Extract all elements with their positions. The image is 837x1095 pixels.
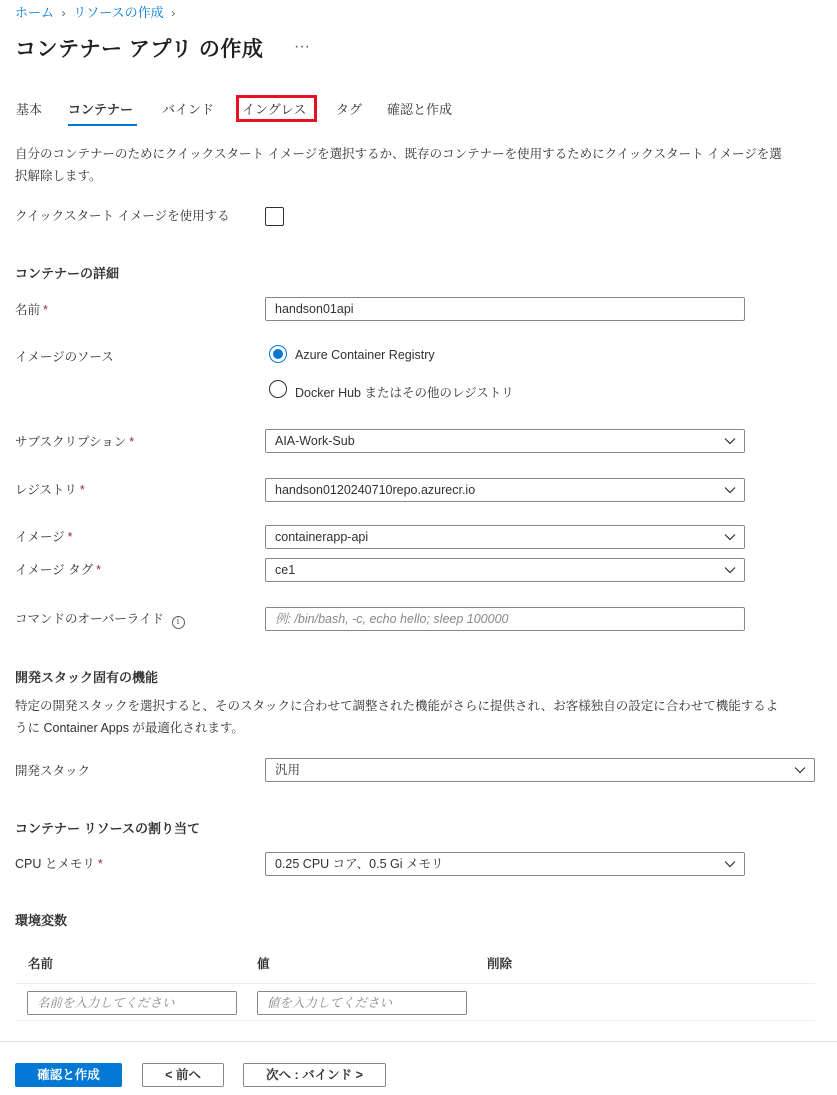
previous-button[interactable]: < 前へ <box>142 1063 224 1087</box>
image-label-text: イメージ <box>15 530 65 544</box>
env-row-divider <box>15 1020 815 1021</box>
required-marker: * <box>67 530 73 544</box>
resource-allocation-heading: コンテナー リソースの割り当て <box>15 821 200 836</box>
cpu-memory-label-text: CPU とメモリ <box>15 857 95 871</box>
review-create-button[interactable]: 確認と作成 <box>15 1063 122 1087</box>
tab-tags[interactable]: タグ <box>336 102 363 117</box>
cpu-memory-value: 0.25 CPU コア、0.5 Gi メモリ <box>275 857 444 871</box>
dev-stack-select[interactable] <box>265 758 815 782</box>
env-name-input[interactable]: 名前を入力してください <box>27 991 237 1015</box>
env-col-name: 名前 <box>28 957 54 971</box>
breadcrumb-separator: › <box>171 6 176 20</box>
intro-line-1: 自分のコンテナーのためにクイックスタート イメージを選択するか、既存のコンテナーを使用するためにクイックスタート イメージを選 <box>15 147 782 161</box>
breadcrumb-home-link[interactable]: ホーム <box>15 5 55 20</box>
subscription-value: AIA-Work-Sub <box>275 434 355 448</box>
radio-azure-container-registry-label[interactable]: Azure Container Registry <box>295 348 435 362</box>
intro-line-2: 択解除します。 <box>15 169 102 183</box>
breadcrumb-create-link[interactable]: リソースの作成 <box>73 5 164 20</box>
radio-docker-hub[interactable] <box>269 380 287 398</box>
required-marker: * <box>43 303 48 317</box>
radio-docker-hub-label[interactable]: Docker Hub またはその他のレジストリ <box>295 386 514 400</box>
chevron-down-icon <box>723 434 737 448</box>
image-select[interactable] <box>265 525 745 549</box>
breadcrumb <box>15 2 179 22</box>
chevron-down-icon <box>793 763 807 777</box>
chevron-down-icon <box>723 530 737 544</box>
dev-stack-label: 開発スタック <box>15 764 91 778</box>
required-marker: * <box>129 435 135 449</box>
env-value-input[interactable]: 値を入力してください <box>257 991 467 1015</box>
registry-select[interactable] <box>265 478 745 502</box>
dev-stack-heading: 開発スタック固有の機能 <box>15 670 159 685</box>
tab-bindings[interactable]: バインド <box>162 102 215 117</box>
command-override-input[interactable]: 例: /bin/bash, -c, echo hello; sleep 100000 <box>265 607 745 631</box>
command-override-label-text: コマンドのオーバーライド <box>15 612 165 626</box>
chevron-down-icon <box>723 857 737 871</box>
env-header-divider <box>15 983 815 984</box>
cpu-memory-label <box>15 854 103 872</box>
tab-ingress[interactable]: イングレス <box>242 102 307 117</box>
image-label <box>15 527 73 545</box>
quickstart-label: クイックスタート イメージを使用する <box>15 209 230 223</box>
name-label <box>15 300 48 318</box>
footer-divider <box>0 1041 837 1042</box>
image-tag-select[interactable] <box>265 558 745 582</box>
breadcrumb-separator: › <box>61 6 66 20</box>
image-source-label: イメージのソース <box>15 350 114 364</box>
dev-stack-desc-line-1: 特定の開発スタックを選択すると、そのスタックに合わせて調整された機能がさらに提供され、お客様独自の設定に合わせて機能するよ <box>15 699 779 713</box>
chevron-down-icon <box>723 563 737 577</box>
registry-label-text: レジストリ <box>15 483 77 497</box>
registry-label <box>15 480 85 498</box>
name-input[interactable]: handson01api <box>265 297 745 321</box>
name-label-text: 名前 <box>15 303 41 317</box>
tab-review-create[interactable]: 確認と作成 <box>387 102 453 117</box>
intro-description <box>15 143 825 187</box>
required-marker: * <box>79 483 85 497</box>
tab-active-indicator <box>68 124 137 126</box>
image-tag-label <box>15 560 101 578</box>
quickstart-checkbox[interactable] <box>265 207 284 226</box>
dev-stack-description <box>15 695 830 739</box>
dev-stack-desc-line-2: うに Container Apps が最適化されます。 <box>15 721 244 735</box>
page-title: コンテナー アプリ の作成 <box>15 38 264 61</box>
cpu-memory-select[interactable] <box>265 852 745 876</box>
command-override-label <box>15 609 185 629</box>
radio-azure-container-registry[interactable] <box>269 345 287 363</box>
subscription-label <box>15 432 134 450</box>
image-tag-label-text: イメージ タグ <box>15 563 94 577</box>
dev-stack-value: 汎用 <box>275 763 301 777</box>
info-icon[interactable]: i <box>172 616 185 629</box>
required-marker: * <box>97 857 103 871</box>
env-col-value: 値 <box>257 957 270 971</box>
env-col-delete: 削除 <box>487 957 513 971</box>
image-tag-value: ce1 <box>275 563 296 577</box>
image-value: containerapp-api <box>275 530 369 544</box>
env-vars-heading: 環境変数 <box>15 913 68 928</box>
required-marker: * <box>96 563 101 577</box>
subscription-label-text: サブスクリプション <box>15 435 127 449</box>
tab-container[interactable]: コンテナー <box>68 102 134 117</box>
more-options-button[interactable]: ··· <box>294 38 310 55</box>
chevron-down-icon <box>723 483 737 497</box>
tab-basics[interactable]: 基本 <box>16 102 43 117</box>
subscription-select[interactable] <box>265 429 745 453</box>
container-details-heading: コンテナーの詳細 <box>15 266 120 281</box>
next-bindings-button[interactable]: 次へ : バインド > <box>243 1063 386 1087</box>
registry-value: handson0120240710repo.azurecr.io <box>275 483 476 497</box>
